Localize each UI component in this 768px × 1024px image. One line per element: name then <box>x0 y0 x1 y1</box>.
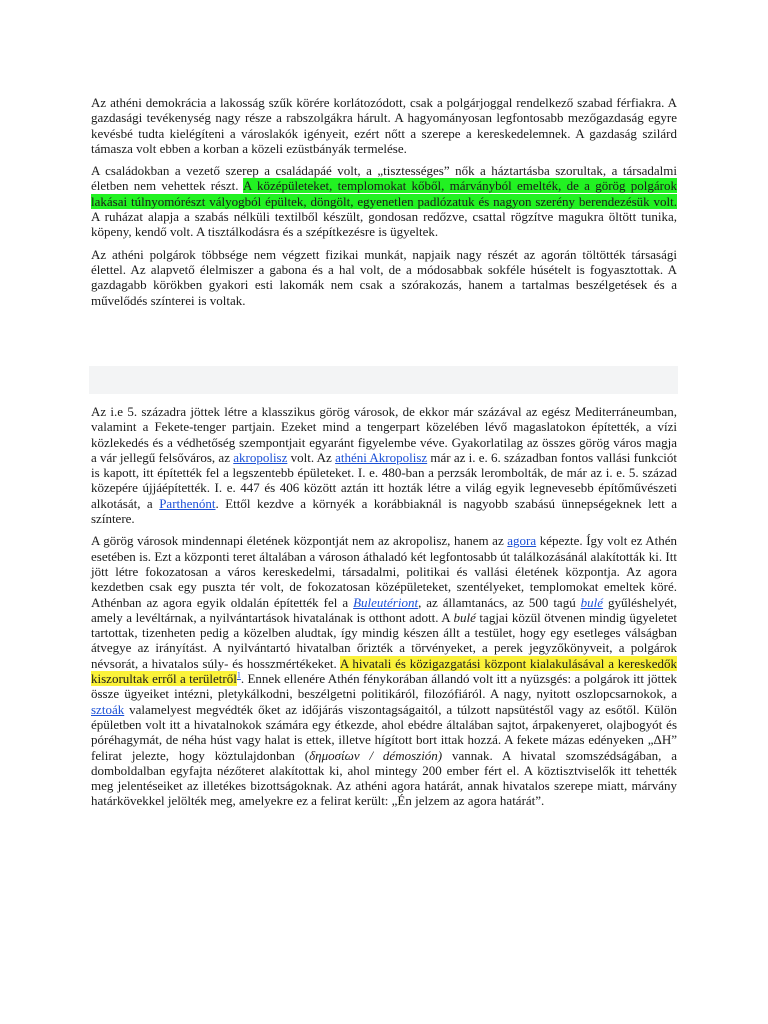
text-run: . Ennek ellenére Athén fénykorában állandó volt itt a nyüzsgés: a polgárok itt jöttek össze ügyeiket intézni, pletykálkodni, beszélgetni politikáról, filozófiáról. A nagy, nyitott oszlopcsarnokok, a <box>91 671 677 702</box>
link-akropolisz[interactable]: akropolisz <box>233 449 288 465</box>
text-run: már az i. e. 6. században fontos vallási funkciót is kapott, itt építették fel a legszentebb épületeket. I. e. 480-ban a perzsák lerombolták, de már az i. e. 5. század közepére újjáépítették. I. e. 447 és 406 között aztán itt hozták létre a világ egyik legnevesebb építőművészeti alkotását, a <box>91 449 677 511</box>
text-run: . Ettől kezdve a környék a korábbiaknál is nagyobb szabású ünnepségeknek lett a színtere. <box>91 495 677 527</box>
link-athens-acropolis[interactable]: athéni Akropolisz <box>335 449 428 465</box>
link-parthenon[interactable]: Parthenónt <box>159 495 216 511</box>
text-run: tagjai közül ötvenen mindig ügyeletet tartottak, tizenheten pedig a közelben aludtak, így mindig készen állt a testület, hogy egy esetleges válságban átvegye az irányítást. A nyilvántartó hivatalban őrizték a törvényeket, a perek jegyzőkönyveit, a polgárok névsorát, a hivatalos súly- és hosszmértékeket. <box>91 609 677 671</box>
highlight-green: A középületeket, templomokat kőből, márványból emelték, de a görög polgárok lakásai túlnyomórészt vályogból épültek, döngölt, egyenetlen padlózatuk és nagyon szerény berendezésük volt. <box>91 178 677 209</box>
text-run: , az államtanács, az 500 tagú <box>418 594 581 610</box>
paragraph-democracy: Az athéni demokrácia a lakosság szűk körére korlátozódott, csak a polgárjoggal rendelkező szabad férfiakra. A gazdasági tevékenység nagy része a rabszolgákra hárult. A hagyományosan legfontosabb mezőgazdaság egyre kevésbé tudta kielégíteni a városlakók igényeit, ezért nőtt a szerepe a kereskedelemnek. A gazdaság szilárd támasza volt ebben a korban a közeli ezüstbányák termelése. <box>91 95 677 156</box>
paragraph-family-life <box>91 163 677 239</box>
section-divider <box>89 366 678 394</box>
footnote-link[interactable]: 1 <box>236 670 241 680</box>
highlight-yellow: A hivatali és közigazgatási központ kialakulásával a kereskedők kiszorultak erről a területről <box>91 655 677 687</box>
paragraph-family-end: A ruházat alapja a szabás nélküli textilből készült, gondosan redőzve, csattal rögzítve magukra öltött tunika, köpeny, kendő volt. A tisztálkodásra és a szépítkezésre is ügyeltek. <box>91 209 677 240</box>
text-run: képezte. Így volt ez Athén esetében is. Ezt a központi teret általában a városon áthaladó két legfontosabb út találkozásánál alakították ki. Itt jött létre fokozatosan a város kereskedelmi, társadalmi, politikai és vallási életének központja. Az agora kezdetben csak egy puszta tér volt, de fokozatosan középületeket, szentélyeket, templomokat emeltek köré. Athénban az agora egyik oldalán építették fel a <box>91 533 677 610</box>
paragraph-agora <box>91 533 677 808</box>
text-run: gyűléshelyét, amely a levéltárnak, a nyilvántartások hivatalának is otthont adott. A <box>91 594 677 625</box>
text-section-top <box>91 95 677 315</box>
paragraph-citizens: Az athéni polgárok többsége nem végzett fizikai munkát, napjaik nagy részét az agorán töltötték társasági élettel. Az alapvető élelmiszer a gabona és a hal volt, de a módosabbak sokféle húsételt is fogyasztottak. A gazdagabb körökben gyakori esti lakomák nem csak a szórakozás, hanem a tartalmas beszélgetések és a művelődés színterei is voltak. <box>91 246 677 308</box>
term-bule: bulé <box>453 609 476 625</box>
text-run: Az i.e 5. századra jöttek létre a klasszikus görög városok, de ekkor már százával az egész Mediterráneumban, valamint a Fekete-tenger partjain. Ezeket mind a tengerpart közelében lévő magaslatokon építették, a vízi közlekedés és a védhetőség szempontjait egyaránt figyelembe véve. Gyakorlatilag az összes görög város magja a vár jellegű felsőváros, az <box>91 404 677 465</box>
link-bule[interactable]: bulé <box>580 594 604 610</box>
text-section-bottom <box>91 404 677 816</box>
text-run: A görög városok mindennapi életének központját nem az akropolisz, hanem az <box>91 533 508 549</box>
greek-term: δημοσίων / démoszión) <box>309 747 443 763</box>
text-run: vannak. A hivatal szomszédságában, a domboldalban egyfajta nézőteret alakítottak ki, ahol mintegy 200 ember fért el. A köztisztviselők itt tehették meg jelentéseiket az illetékes bizottságoknak. Az athéni agora határát, annak hivatalos szerepe miatt, márvány határkövekkel jelölték meg, amelyekre ez a felirat került: „Én jelzem az agora határát”. <box>91 747 677 809</box>
text-run: volt. Az <box>287 449 336 465</box>
link-sztoak[interactable]: sztoák <box>91 701 125 717</box>
paragraph-family-start: A családokban a vezető szerep a családapáé volt, a „tisztességes” nők a háztartásba szorultak, a társadalmi életben nem vehettek részt. <box>91 163 677 194</box>
text-run: valamelyest megvédték őket az időjárás viszontagságaitól, a túlzott napsütéstől vagy az esőtől. Külön épületben volt itt a hivatalnokok számára egy étkezde, ahol ebédre általában sajtot, árpakenyeret, olajbogyót és póréhagymát, de néha húst vagy halat is ettek, illetve hígított bort ittak hozzá. A fekete mázas edényeken „ΔH” felirat jelezte, hogy köztulajdonban ( <box>91 701 677 763</box>
paragraph-cities <box>91 404 677 526</box>
link-agora[interactable]: agora <box>507 533 537 549</box>
link-buleuterion[interactable]: Buleutériont <box>353 594 419 610</box>
